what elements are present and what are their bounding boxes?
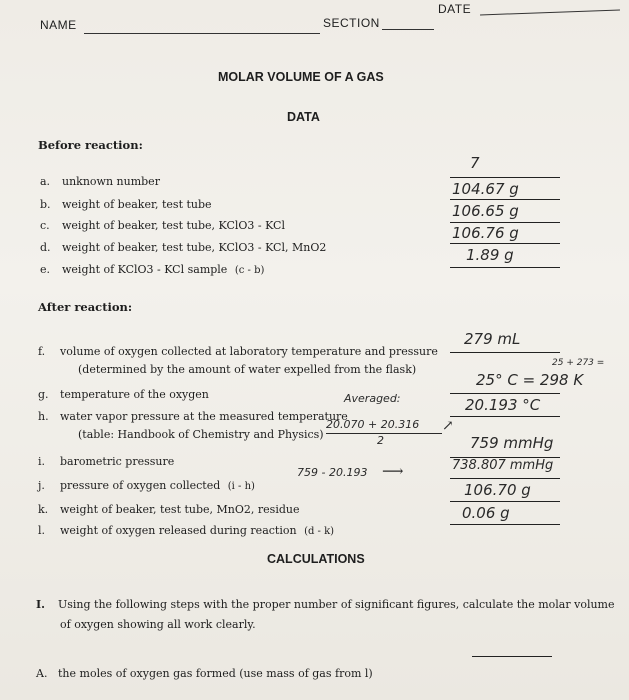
note-h-divisor: 2 — [377, 434, 384, 447]
item-letter: k. — [38, 503, 49, 516]
item-text: barometric pressure — [60, 455, 175, 468]
arrow-up-icon: ↗ — [442, 418, 454, 434]
note-h-sum: 20.070 + 20.316 — [326, 418, 420, 431]
item-text: water vapor pressure at the measured temperature — [60, 410, 348, 423]
item-k — [38, 503, 299, 516]
item-text: volume of oxygen collected at laboratory temperature and pressure — [60, 345, 438, 358]
item-letter: c. — [40, 219, 50, 232]
question-number: I. — [36, 598, 45, 611]
item-f-line2: (determined by the amount of water expelled from the flask) — [78, 363, 417, 376]
item-letter: e. — [40, 263, 51, 276]
answer-l: 0.06 g — [462, 504, 510, 522]
item-letter: a. — [40, 175, 51, 188]
answer-h: 20.193 °C — [465, 396, 541, 414]
item-letter: i. — [38, 455, 46, 468]
page-title: MOLAR VOLUME OF A GAS — [218, 70, 384, 84]
item-letter: l. — [38, 524, 46, 537]
arrow-right-icon: ⟶ — [382, 462, 404, 480]
item-text: unknown number — [62, 175, 160, 188]
item-text: weight of beaker, test tube — [62, 198, 212, 211]
answer-line-g — [450, 393, 560, 394]
item-i — [38, 455, 174, 468]
item-formula: (i - h) — [227, 481, 255, 492]
item-text: weight of beaker, test tube, KClO3 - KCl, MnO2 — [62, 241, 327, 254]
item-text: weight of beaker, test tube, KClO3 - KCl — [62, 219, 285, 232]
item-text: pressure of oxygen collected — [60, 479, 221, 492]
answer-line-e — [450, 267, 560, 268]
answer-i: 759 mmHg — [470, 434, 554, 452]
answer-g: 25° C = 298 K — [476, 371, 584, 389]
fraction-bar — [326, 433, 442, 434]
item-letter: b. — [40, 198, 51, 211]
answer-line-a — [450, 177, 560, 178]
answer-line-l — [450, 524, 560, 525]
data-subtitle: DATA — [287, 110, 320, 124]
answer-line-step-a — [472, 656, 552, 657]
item-f — [38, 345, 438, 358]
item-d — [40, 241, 326, 254]
item-text: weight of KClO3 - KCl sample — [62, 263, 228, 276]
item-text: weight of beaker, test tube, MnO2, residue — [60, 503, 300, 516]
step-a — [36, 667, 373, 680]
item-c — [40, 219, 285, 232]
calculations-heading: CALCULATIONS — [267, 552, 365, 566]
answer-d: 106.76 g — [452, 224, 519, 242]
section-line — [382, 29, 434, 30]
note-j-calc: 759 - 20.193 — [297, 466, 368, 479]
step-text: the moles of oxygen gas formed (use mass of gas from l) — [58, 667, 373, 680]
answer-b: 104.67 g — [452, 180, 519, 198]
answer-j: 738.807 mmHg — [452, 458, 554, 473]
question-text: Using the following steps with the proper number of significant figures, calculate the molar volume — [58, 598, 615, 611]
item-h — [38, 410, 348, 423]
item-text: temperature of the oxygen — [60, 388, 209, 401]
question-1-line2: of oxygen showing all work clearly. — [60, 618, 256, 631]
note-h-averaged: Averaged: — [344, 392, 401, 405]
date-line — [480, 10, 620, 16]
item-b — [40, 198, 212, 211]
answer-line-j — [450, 478, 560, 479]
answer-k: 106.70 g — [464, 481, 531, 499]
step-letter: A. — [36, 667, 48, 680]
before-heading: Before reaction: — [38, 138, 143, 152]
section-label: SECTION — [323, 16, 380, 30]
item-l — [38, 524, 334, 537]
question-1 — [36, 598, 615, 611]
item-text: weight of oxygen released during reaction — [60, 524, 297, 537]
answer-line-c — [450, 222, 560, 223]
date-label: DATE — [438, 2, 472, 16]
answer-line-k — [450, 501, 560, 502]
item-g — [38, 388, 209, 401]
answer-line-h — [450, 416, 560, 417]
item-formula: (d - k) — [304, 526, 335, 537]
after-heading: After reaction: — [38, 300, 133, 314]
answer-line-d — [450, 243, 560, 244]
item-letter: h. — [38, 410, 49, 423]
note-g-conversion: 25 + 273 = — [552, 358, 605, 368]
item-a — [40, 175, 160, 188]
name-line — [84, 33, 320, 34]
answer-c: 106.65 g — [452, 202, 519, 220]
answer-line-b — [450, 199, 560, 200]
answer-a: 7 — [470, 154, 480, 172]
name-label: NAME — [40, 18, 77, 32]
answer-e: 1.89 g — [466, 246, 514, 264]
item-j — [38, 479, 255, 492]
item-letter: f. — [38, 345, 46, 358]
item-letter: g. — [38, 388, 49, 401]
answer-line-f — [450, 352, 560, 353]
item-letter: j. — [38, 479, 45, 492]
answer-f: 279 mL — [464, 330, 521, 348]
item-letter: d. — [40, 241, 51, 254]
item-formula: (c - b) — [234, 265, 265, 276]
item-h-line2: (table: Handbook of Chemistry and Physics) — [78, 428, 324, 441]
item-e — [40, 263, 264, 276]
